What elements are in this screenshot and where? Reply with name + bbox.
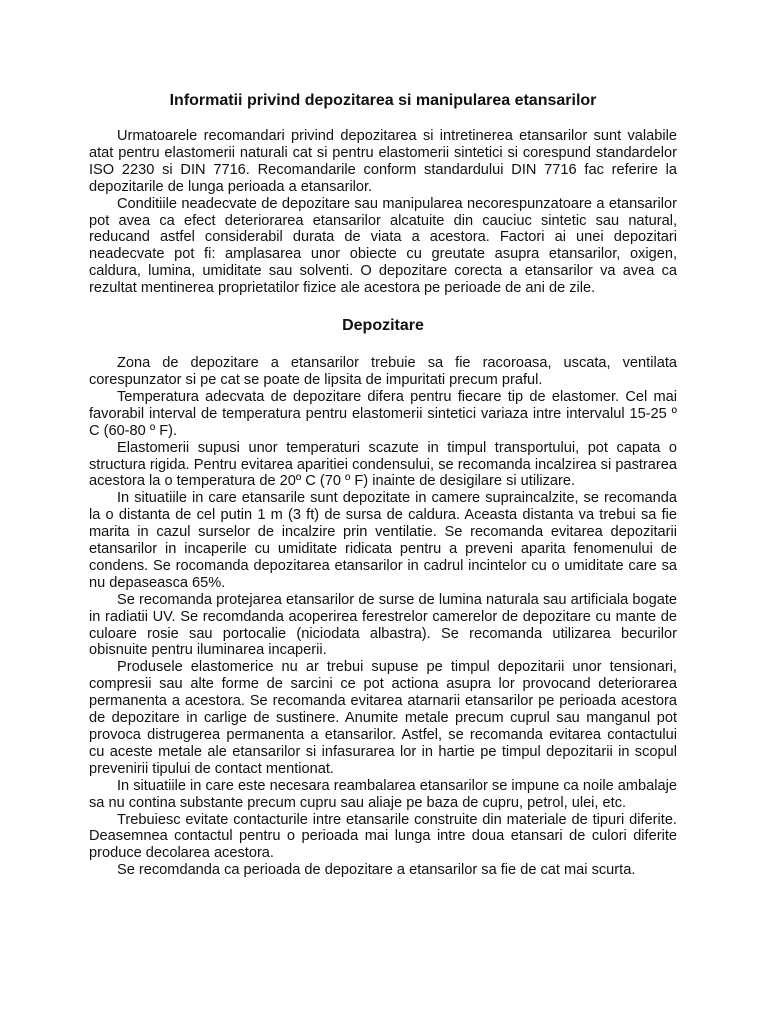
document-page xyxy=(89,84,677,879)
section-paragraph: Trebuiesc evitate contacturile intre etansarile construite din materiale de tipuri diferite. Deasemnea contactul pentru o perioada mai lunga intre doua etansari de culori diferite produce decolarea acestora. xyxy=(89,811,677,862)
section-paragraph: Se recomanda protejarea etansarilor de surse de lumina naturala sau artificiala bogate in radiatii UV. Se recomdanda acoperirea ferestrelor camerelor de depozitare cu mante de culoare rosie sau portocalie (niciodata albastra). Se recomanda utilizarea becurilor obisnuite pentru iluminarea incaperii. xyxy=(89,591,677,659)
section-paragraph: Elastomerii supusi unor temperaturi scazute in timpul transportului, pot capata o structura rigida. Pentru evitarea aparitiei condensului, se recomanda incalzirea si pastrarea acestora la o temperatura de 20º C (70 º F) inainte de desigilare si utilizare. xyxy=(89,439,677,490)
section-paragraph: In situatiile in care etansarile sunt depozitate in camere supraincalzite, se recomanda la o distanta de cel putin 1 m (3 ft) de sursa de caldura. Aceasta distanta va trebui sa fie marita in cazul surselor de incalzire prin ventilatie. Se recomanda evitarea depozitarii etansarilor in incaperile cu umiditate ridicata pentru a preveni aparita fenomenului de condens. Se rocomanda depozitarea etansarilor in cadrul incintelor cu o umiditate care sa nu depaseasca 65%. xyxy=(89,490,677,591)
document-title: Informatii privind depozitarea si manipularea etansarilor xyxy=(169,92,597,109)
section-heading: Depozitare xyxy=(342,317,424,335)
section-paragraph: Zona de depozitare a etansarilor trebuie sa fie racoroasa, uscata, ventilata corespunzator si pe cat se poate de lipsita de impuritati precum praful. xyxy=(89,355,677,388)
intro-paragraph: Urmatoarele recomandari privind depozitarea si intretinerea etansarilor sunt valabile atat pentru elastomerii naturali cat si pentru elastomerii sintetici si corespund standardelor ISO 2230 si DIN 7716. Recomandarile conform standardului DIN 7716 fac referire la depozitarile de lunga perioada a etansarilor. xyxy=(89,128,677,195)
intro-paragraph: Conditiile neadecvate de depozitare sau manipularea necorespunzatoare a etansarilor pot avea ca efect deteriorarea etansarilor alcatuite din cauciuc sintetic sau natural, reducand astfel considerabil durata de viata a acestora. Factori ai unei depozitari neadecvate pot fi: amplasarea unor obiecte cu greutate asupra etansarilor, oxigen, caldura, lumina, umiditate sau solventi. O depozitare corecta a etansarilor va avea ca rezultat mentinerea proprietatilor fizice ale acestora pe perioade de ani de zile. xyxy=(89,195,677,297)
section-paragraph: Se recomdanda ca perioada de depozitare a etansarilor sa fie de cat mai scurta. xyxy=(117,862,636,879)
intro-section xyxy=(89,128,677,297)
section-paragraph: In situatiile in care este necesara reambalarea etansarilor se impune ca noile ambalaje sa nu contina substante precum cupru sau aliaje pe baza de cupru, petrol, ulei, etc. xyxy=(89,777,677,811)
section-paragraph: Produsele elastomerice nu ar trebui supuse pe timpul depozitarii unor tensionari, compresii sau alte forme de sarcini ce pot actiona asupra lor provocand deteriorarea permanenta a acestora. Se recomanda evitarea atarnarii etansarilor pe perioada acestora de depozitare in carlige de sustinere. Anumite metale precum cuprul sau manganul pot provoca distrugerea permanenta a etansarilor. Astfel, se recomanda evitarea contactului cu aceste metale ale etansarilor si infasurarea lor in hartie pe timpul depozitarii in scopul prevenirii tipului de contact mentionat. xyxy=(89,659,677,777)
section-paragraph: Temperatura adecvata de depozitare difera pentru fiecare tip de elastomer. Cel mai favorabil interval de temperatura pentru elastomerii sintetici variaza intre intervalul 15-25 º C (60-80 º F). xyxy=(89,388,677,439)
storage-section xyxy=(89,355,677,879)
